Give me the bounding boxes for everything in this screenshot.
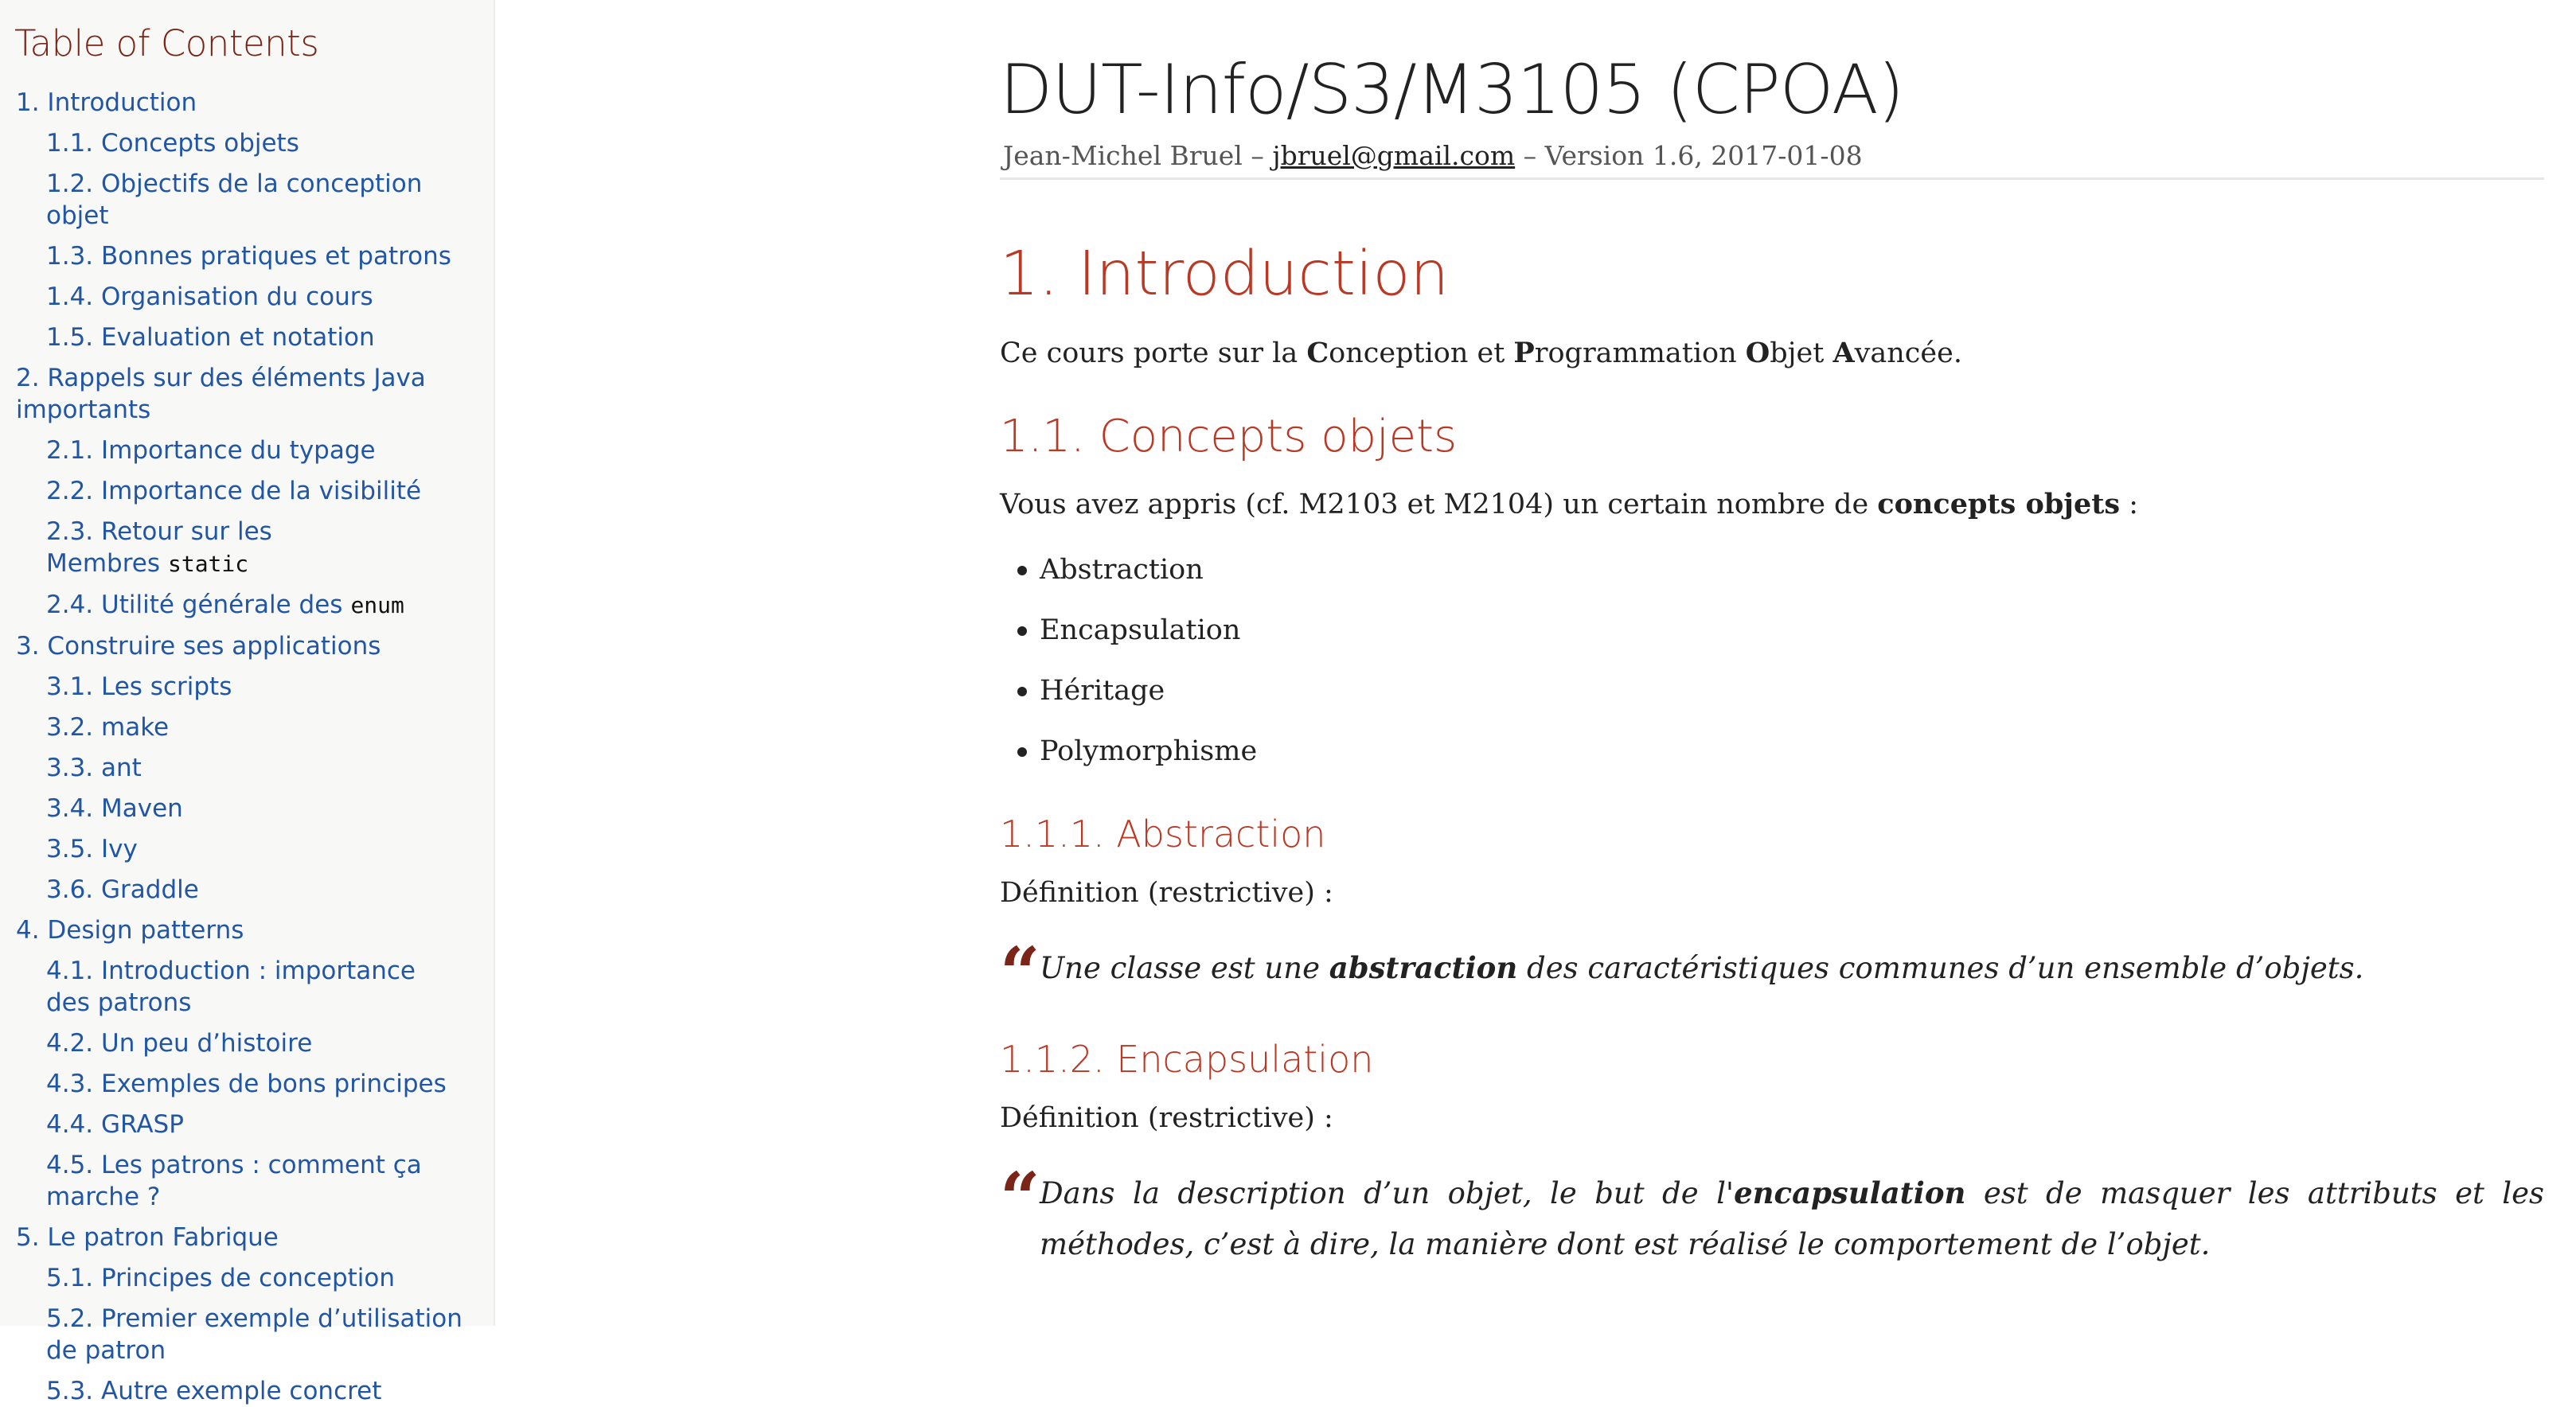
text: : [2120, 489, 2139, 520]
text: Vous avez appris (cf. M2103 et M2104) un certain nombre de [1000, 489, 1878, 520]
toc-item[interactable] [14, 1303, 465, 1366]
quote-text [1040, 942, 2544, 994]
text: Dans la description d’un objet, le but de l' [1040, 1176, 1735, 1210]
toc-item[interactable] [14, 1262, 465, 1294]
toc-item[interactable] [14, 168, 465, 232]
toc-item-label: 1. Introduction [16, 88, 197, 117]
author: Jean-Michel Bruel [1003, 140, 1243, 171]
version-info: – Version 1.6, 2017-01-08 [1515, 140, 1863, 171]
toc-list [14, 87, 465, 1407]
text: onception et [1329, 337, 1514, 369]
toc-item-label: 4.3. Exemples de bons principes [46, 1070, 447, 1098]
toc-item-label: 5.3. Autre exemple concret [46, 1377, 382, 1405]
toc-item-label: 2.2. Importance de la visibilité [46, 477, 422, 505]
quote-text [1040, 1167, 2544, 1270]
toc-item[interactable] [14, 630, 465, 662]
section-heading-concepts: 1.1. Concepts objets [1000, 411, 1458, 462]
bold-letter: A [1832, 337, 1855, 369]
concepts-paragraph [1000, 487, 2544, 522]
toc-item[interactable] [14, 516, 465, 580]
text: est de masquer les attributs et les méthodes, c’est à dire, la manière dont est réalisé le comportement de l’objet. [1040, 1176, 2544, 1261]
section-heading-encapsulation: 1.1.2. Encapsulation [1000, 1038, 1374, 1081]
toc-item[interactable] [14, 127, 465, 159]
toc-title: Table of Contents [14, 22, 319, 64]
toc-item[interactable] [14, 281, 465, 313]
list-item: Abstraction [1000, 552, 2544, 587]
toc-item-label: 1.2. Objectifs de la conception objet [46, 170, 423, 230]
text: Une classe est une [1040, 951, 1329, 985]
toc-item[interactable] [14, 1068, 465, 1100]
toc-item[interactable] [14, 322, 465, 353]
toc-item[interactable] [14, 1149, 465, 1213]
toc-item-label: 2. Rappels sur des éléments Java importants [16, 364, 426, 424]
toc-item[interactable] [14, 955, 465, 1019]
section-heading-introduction: 1. Introduction [1000, 239, 1450, 310]
toc-item-label: 4.5. Les patrons : comment ça marche ? [46, 1151, 422, 1211]
bold-text: abstraction [1329, 950, 1518, 985]
document-details [1000, 140, 2544, 180]
toc-item[interactable] [14, 435, 465, 466]
bold-text: concepts objets [1877, 488, 2121, 520]
toc-item-label: 1.4. Organisation du cours [46, 283, 373, 311]
text: Ce cours porte sur la [1000, 337, 1307, 369]
author-separator: – [1242, 140, 1273, 171]
bold-letter: P [1513, 337, 1535, 369]
toc-item[interactable] [14, 711, 465, 743]
main-content [1000, 46, 2544, 1270]
text: vancée. [1854, 337, 1962, 369]
toc-item[interactable] [14, 914, 465, 946]
list-item: Encapsulation [1000, 613, 2544, 648]
toc-item[interactable] [14, 475, 465, 507]
document-title: DUT-Info/S3/M3105 (CPOA) [1000, 50, 1904, 130]
toc-item-label: 3. Construire ses applications [16, 632, 381, 661]
toc-item-label: 4.1. Introduction : importance des patrons [46, 957, 416, 1017]
bold-text: encapsulation [1734, 1175, 1966, 1210]
toc-item-label: 2.3. Retour sur les Membres [46, 517, 272, 578]
abstraction-quote [1000, 931, 2544, 1014]
encapsulation-definition: Définition (restrictive) : [1000, 1102, 1333, 1134]
quote-mark-icon: “ [1000, 1156, 1040, 1239]
toc-item-label: 3.2. make [46, 713, 170, 742]
toc-item-label: 2.1. Importance du typage [46, 436, 376, 465]
toc-item-label: 4.4. GRASP [46, 1110, 184, 1139]
toc-item-code: static [167, 551, 249, 577]
toc-item-code: enum [350, 592, 404, 618]
toc-item[interactable] [14, 752, 465, 784]
intro-paragraph [1000, 336, 2544, 371]
text: bjet [1770, 337, 1833, 369]
toc-sidebar [0, 0, 495, 1405]
toc-item[interactable] [14, 589, 465, 622]
toc-item-label: 5. Le patron Fabrique [16, 1223, 279, 1252]
text: rogrammation [1534, 337, 1746, 369]
toc-item[interactable] [14, 1027, 465, 1059]
section-heading-abstraction: 1.1.1. Abstraction [1000, 813, 1326, 856]
list-item: Polymorphisme [1000, 734, 2544, 769]
concepts-list [1000, 552, 2544, 769]
toc-item-label: 3.6. Graddle [46, 875, 199, 904]
toc-item-label: 3.5. Ivy [46, 835, 138, 863]
toc-item-label: 2.4. Utilité générale des [46, 590, 343, 619]
toc-item-label: 3.1. Les scripts [46, 672, 232, 701]
list-item: Héritage [1000, 673, 2544, 708]
quote-mark-icon: “ [1000, 931, 1040, 1014]
toc-item-label: 5.2. Premier exemple d’utilisation de patron [46, 1304, 463, 1365]
author-email-link[interactable]: jbruel@gmail.com [1272, 140, 1516, 171]
toc-item-label: 3.4. Maven [46, 794, 183, 823]
toc-item-label: 4. Design patterns [16, 916, 244, 945]
toc-item[interactable] [14, 362, 465, 426]
bold-letter: O [1745, 337, 1770, 369]
toc-item-label: 1.5. Evaluation et notation [46, 323, 375, 352]
toc-item[interactable] [14, 1222, 465, 1253]
toc-item[interactable] [14, 671, 465, 703]
toc-item-label: 4.2. Un peu d’histoire [46, 1029, 313, 1058]
toc-item-label: 1.3. Bonnes pratiques et patrons [46, 242, 451, 271]
toc-item[interactable] [14, 833, 465, 865]
toc-item[interactable] [14, 874, 465, 906]
toc-item-label: 5.1. Principes de conception [46, 1264, 396, 1292]
toc-item[interactable] [14, 87, 465, 119]
toc-item[interactable] [14, 1109, 465, 1140]
text: des caractéristiques communes d’un ensemble d’objets. [1517, 951, 2364, 985]
toc-item[interactable] [14, 1375, 465, 1407]
bold-letter: C [1306, 337, 1329, 369]
toc-item[interactable] [14, 240, 465, 272]
abstraction-definition: Définition (restrictive) : [1000, 877, 1333, 909]
toc-item[interactable] [14, 793, 465, 824]
toc-item-label: 3.3. ant [46, 754, 142, 782]
toc-item-label: 1.1. Concepts objets [46, 129, 299, 158]
encapsulation-quote [1000, 1156, 2544, 1270]
